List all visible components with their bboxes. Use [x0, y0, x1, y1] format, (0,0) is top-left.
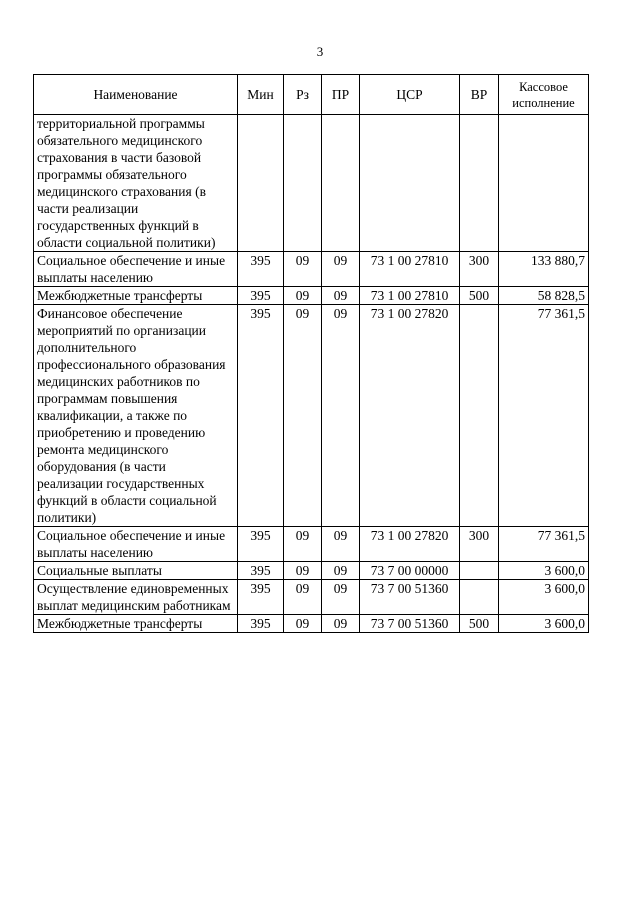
- cell-pr: 09: [322, 287, 360, 305]
- cell-amount: 77 361,5: [499, 305, 589, 527]
- cell-min: 395: [238, 305, 284, 527]
- cell-rz: 09: [284, 580, 322, 615]
- cell-csr: 73 1 00 27820: [360, 527, 460, 562]
- header-name: Наименование: [34, 75, 238, 115]
- cell-pr: 09: [322, 305, 360, 527]
- cell-amount: 3 600,0: [499, 615, 589, 633]
- cell-vr: [460, 115, 499, 252]
- table-row: [34, 252, 589, 287]
- cell-pr: 09: [322, 527, 360, 562]
- table-row: [34, 115, 589, 252]
- cell-min: [238, 115, 284, 252]
- cell-vr: [460, 562, 499, 580]
- cell-csr: 73 7 00 51360: [360, 580, 460, 615]
- cell-amount: 3 600,0: [499, 580, 589, 615]
- cell-csr: 73 1 00 27820: [360, 305, 460, 527]
- cell-csr: 73 1 00 27810: [360, 252, 460, 287]
- header-pr: ПР: [322, 75, 360, 115]
- cell-amount: 58 828,5: [499, 287, 589, 305]
- cell-amount: 3 600,0: [499, 562, 589, 580]
- cell-amount: 133 880,7: [499, 252, 589, 287]
- cell-name: Осуществление единовременных выплат медицинским работникам: [34, 580, 238, 615]
- cell-name: Социальное обеспечение и иные выплаты населению: [34, 252, 238, 287]
- cell-pr: 09: [322, 580, 360, 615]
- cell-csr: 73 1 00 27810: [360, 287, 460, 305]
- cell-amount: 77 361,5: [499, 527, 589, 562]
- cell-csr: 73 7 00 00000: [360, 562, 460, 580]
- cell-rz: 09: [284, 252, 322, 287]
- cell-min: 395: [238, 580, 284, 615]
- cell-amount: [499, 115, 589, 252]
- cell-pr: 09: [322, 615, 360, 633]
- header-min: Мин: [238, 75, 284, 115]
- cell-min: 395: [238, 615, 284, 633]
- table-header-row: [34, 75, 589, 115]
- cell-vr: [460, 580, 499, 615]
- table-row: [34, 580, 589, 615]
- cell-min: 395: [238, 527, 284, 562]
- cell-rz: 09: [284, 615, 322, 633]
- cell-pr: [322, 115, 360, 252]
- table-row: [34, 527, 589, 562]
- cell-vr: 300: [460, 252, 499, 287]
- cell-min: 395: [238, 252, 284, 287]
- cell-name: Финансовое обеспечение мероприятий по организации дополнительного профессионального образования медицинских работников по программам повышения квалификации, а также по приобретению и проведению ремонта медицинского оборудования (в части реализации государственных функций в области социальной политики): [34, 305, 238, 527]
- table-row: [34, 287, 589, 305]
- header-rz: Рз: [284, 75, 322, 115]
- cell-rz: 09: [284, 527, 322, 562]
- cell-rz: 09: [284, 562, 322, 580]
- cell-csr: 73 7 00 51360: [360, 615, 460, 633]
- header-execution: Кассовое исполнение: [499, 75, 589, 115]
- cell-pr: 09: [322, 252, 360, 287]
- budget-table: [33, 74, 589, 633]
- cell-vr: [460, 305, 499, 527]
- header-csr: ЦСР: [360, 75, 460, 115]
- cell-min: 395: [238, 562, 284, 580]
- table-row: [34, 562, 589, 580]
- cell-pr: 09: [322, 562, 360, 580]
- header-vr: ВР: [460, 75, 499, 115]
- cell-name: территориальной программы обязательного медицинского страхования в части базовой программы обязательного медицинского страхования (в части реализации государственных функций в области социальной политики): [34, 115, 238, 252]
- table-row: [34, 615, 589, 633]
- cell-rz: [284, 115, 322, 252]
- cell-name: Межбюджетные трансферты: [34, 287, 238, 305]
- cell-csr: [360, 115, 460, 252]
- cell-name: Социальное обеспечение и иные выплаты населению: [34, 527, 238, 562]
- cell-vr: 500: [460, 287, 499, 305]
- table-row: [34, 305, 589, 527]
- cell-name: Социальные выплаты: [34, 562, 238, 580]
- page-number: 3: [316, 44, 324, 59]
- cell-name: Межбюджетные трансферты: [34, 615, 238, 633]
- cell-rz: 09: [284, 305, 322, 527]
- cell-vr: 300: [460, 527, 499, 562]
- cell-rz: 09: [284, 287, 322, 305]
- cell-min: 395: [238, 287, 284, 305]
- cell-vr: 500: [460, 615, 499, 633]
